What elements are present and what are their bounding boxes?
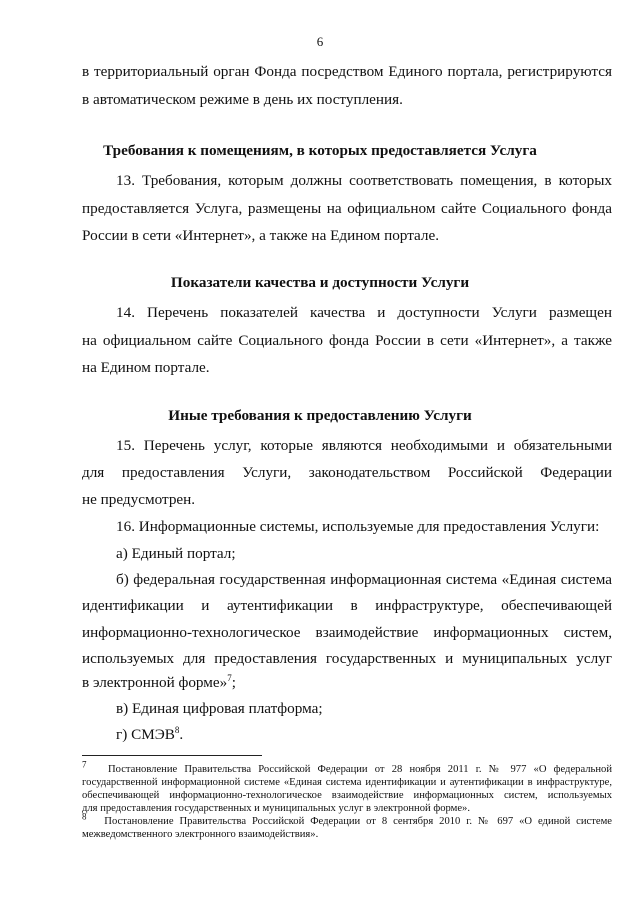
footnote-8-text-1: Постановление Правительства Российской Федерации от 8 сентября 2010 г. № 697 «О единой системе <box>104 816 612 827</box>
item-16-b-text: в электронной форме» <box>82 674 228 691</box>
footnote-8-line-2: межведомственного электронного взаимодействия». <box>82 829 319 840</box>
footnote-8-mark: 8 <box>82 811 87 822</box>
item-16-b-line-3: информационно-технологическое взаимодействие информационных систем, <box>82 624 612 641</box>
section-13-line-2: предоставляется Услуга, размещены на официальном сайте Социального фонда <box>82 200 612 217</box>
footnote-7-line-1 <box>82 759 612 777</box>
item-16-c: в) Единая цифровая платформа; <box>116 700 323 717</box>
footnote-7-line-2: государственной информационной системе «Единая система идентификации и аутентификации в инфраструктуре, <box>82 777 612 788</box>
page-number: 6 <box>316 34 324 49</box>
item-16-b-line-1: б) федеральная государственная информационная система «Единая система <box>116 571 612 588</box>
intro-line-2: в автоматическом режиме в день их поступления. <box>82 91 403 108</box>
item-16-b-line-5 <box>82 669 612 697</box>
intro-line-1: в территориальный орган Фонда посредством Единого портала, регистрируются <box>82 63 612 80</box>
item-16-b-line-4: используемых для предоставления государственных и муниципальных услуг <box>82 650 612 667</box>
section-14-line-2: на официальном сайте Социального фонда России в сети «Интернет», а также <box>82 332 612 349</box>
footnote-8-line-1 <box>82 811 612 829</box>
footnote-7-mark: 7 <box>82 759 87 770</box>
item-16-d-text: г) СМЭВ <box>116 726 175 743</box>
item-16-d-end: . <box>179 726 184 743</box>
footnote-ref-7: 7 <box>227 672 232 683</box>
item-16-lead: 16. Информационные системы, используемые для предоставления Услуги: <box>116 518 600 535</box>
footnote-ref-8: 8 <box>174 724 180 735</box>
footnote-7-line-3: обеспечивающей информационно-технологическое взаимодействие информационных систем, используемых <box>82 790 612 801</box>
footnote-divider <box>82 755 262 756</box>
section-15-line-3: не предусмотрен. <box>82 491 196 508</box>
section-15-line-2: для предоставления Услуги, законодательством Российской Федерации <box>82 464 612 481</box>
section-13-line-1: 13. Требования, которым должны соответствовать помещения, в которых <box>116 172 612 189</box>
section-15-line-1: 15. Перечень услуг, которые являются необходимыми и обязательными <box>116 437 612 454</box>
item-16-b-end: ; <box>231 674 236 691</box>
section-heading-premises: Требования к помещениям, в которых предоставляется Услуга <box>103 142 537 159</box>
section-14-line-1: 14. Перечень показателей качества и доступности Услуги размещен <box>116 304 612 321</box>
item-16-b-line-2: идентификации и аутентификации в инфраструктуре, обеспечивающей <box>82 597 612 614</box>
section-13-line-3: России в сети «Интернет», а также на Едином портале. <box>82 227 440 244</box>
footnote-7-text-1: Постановление Правительства Российской Федерации от 28 ноября 2011 г. № 977 «О федеральной <box>107 764 612 775</box>
section-14-line-3: на Едином портале. <box>82 359 210 376</box>
footnote-7-line-4: для предоставления государственных и муниципальных услуг в электронной форме». <box>82 803 470 814</box>
item-16-d <box>116 721 183 749</box>
section-heading-quality: Показатели качества и доступности Услуги <box>170 274 470 291</box>
item-16-a: а) Единый портал; <box>116 545 236 562</box>
section-heading-other: Иные требования к предоставлению Услуги <box>168 407 472 424</box>
